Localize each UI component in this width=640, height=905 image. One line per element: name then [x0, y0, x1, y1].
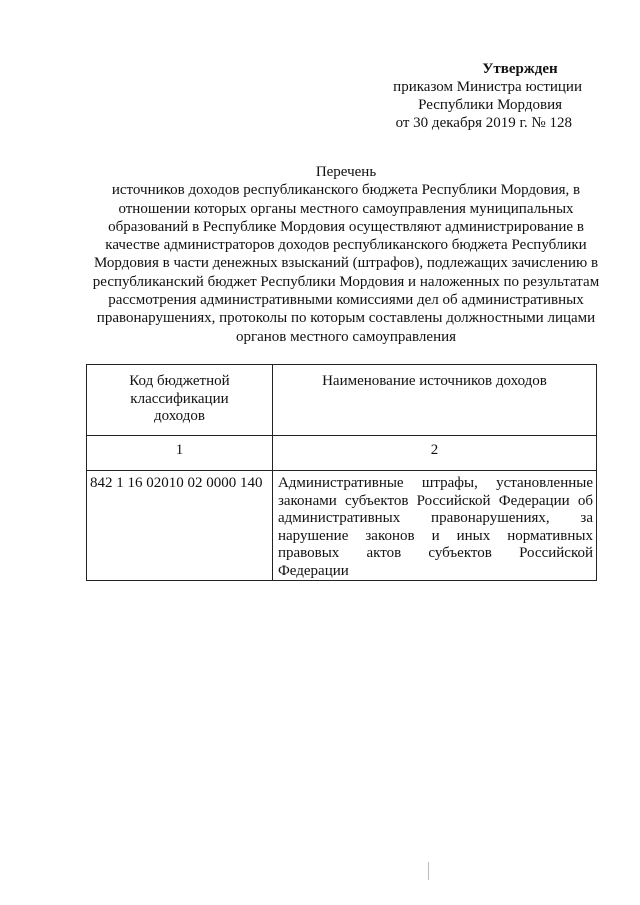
header-name-cell	[272, 365, 596, 436]
header-code-cell	[87, 365, 273, 436]
table-number-row	[87, 436, 597, 471]
scan-mark	[428, 862, 429, 880]
approval-block	[380, 60, 590, 132]
approval-line-republic: Республики Мордовия	[418, 97, 562, 113]
table-row	[87, 471, 597, 581]
income-sources-table	[86, 364, 597, 581]
heading-body: источников доходов республиканского бюджета Республики Мордовия, в отношении которых органы местного самоуправления муниципальных образований в Республике Мордовия осуществляют администрирование в качестве администраторов доходов республиканского бюджета Республики Мордовия в части денежных взысканий (штрафов), подлежащих зачислению в республиканский бюджет Республики Мордовия и наложенных по результатам рассмотрения административными комиссиями дел об административных правонарушениях, протоколы по которым составлены должностными лицами органов местного самоуправления	[92, 182, 600, 345]
column-number-name: 2	[272, 436, 596, 471]
table-header-row	[87, 365, 597, 436]
column-number-code: 1	[87, 436, 273, 471]
approval-line-date: от 30 декабря 2019 г. № 128	[395, 115, 572, 131]
header-code-label: Код бюджетной классификации доходов	[129, 373, 230, 424]
heading-title: Перечень	[315, 164, 377, 180]
approval-line-order: приказом Министра юстиции	[393, 79, 582, 95]
header-name-label: Наименование источников доходов	[322, 373, 547, 389]
row-budget-code: 842 1 16 02010 02 0000 140	[87, 471, 273, 581]
approval-title: Утвержден	[482, 61, 558, 77]
row-income-source-name: Административные штрафы, установленные законами субъектов Российской Федерации об административных правонарушениях, за нарушение законов и иных нормативных правовых актов субъектов Российской Федерации	[272, 471, 596, 581]
document-heading	[92, 163, 600, 346]
